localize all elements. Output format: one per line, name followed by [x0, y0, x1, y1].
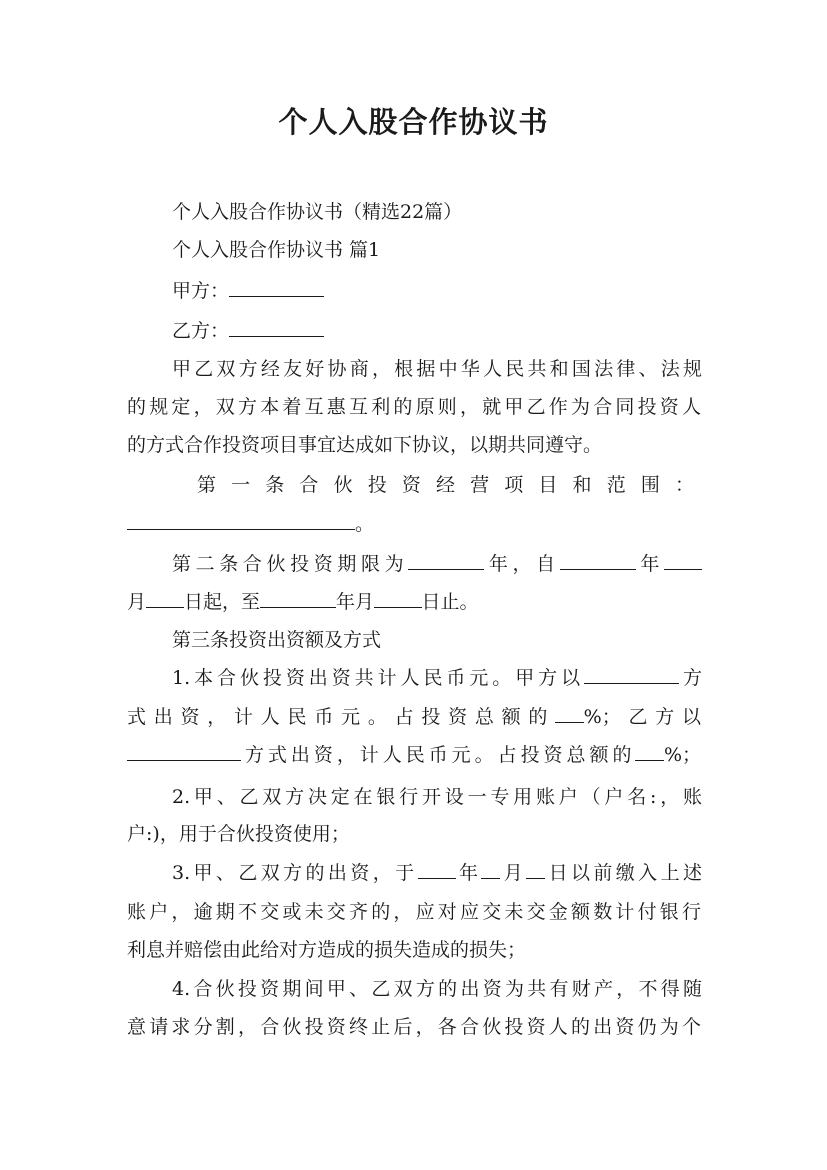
fill-in-blank — [374, 590, 422, 608]
body-line: 1.本合伙投资出资共计人民币元。甲方以 方 — [172, 667, 702, 689]
body-line: 的方式合作投资项目事宜达成如下协议，以期共同遵守。 — [127, 434, 603, 456]
body-line: 户:)，用于合伙投资使用； — [127, 823, 350, 845]
fill-in-blank — [481, 861, 500, 879]
fill-in-blank — [555, 705, 584, 723]
body-line: 账户，逾期不交或未交齐的，应对应交未交金额数计付银行 — [127, 901, 701, 923]
fill-in-blank — [229, 279, 324, 297]
fill-in-blank — [408, 552, 484, 570]
body-line: 月 日起，至 年月 日止。 — [127, 591, 479, 613]
body-line: 4.合伙投资期间甲、乙双方的出资为共有财产，不得随 — [172, 978, 702, 1000]
fill-in-blank — [526, 861, 545, 879]
body-line: 个人入股合作协议书 篇1 — [172, 239, 381, 261]
document-title: 个人入股合作协议书 — [278, 105, 549, 139]
fill-in-blank — [127, 743, 241, 761]
fill-in-blank — [127, 512, 355, 530]
fill-in-blank — [635, 743, 664, 761]
body-line: 第二条合伙投资期限为 年，自 年 — [172, 552, 702, 576]
body-line: 2.甲、乙双方决定在银行开设一专用账户（户名:，账 — [172, 786, 702, 808]
body-line: 式出资，计人民币元。占投资总额的 %；乙方以 — [127, 706, 701, 728]
fill-in-blank — [229, 319, 324, 337]
body-line: 方式出资，计人民币元。占投资总额的 %； — [127, 743, 701, 767]
body-line: 甲乙双方经友好协商，根据中华人民共和国法律、法规 — [172, 358, 702, 380]
fill-in-blank — [418, 861, 456, 879]
body-line: 利息并赔偿由此给对方造成的损失造成的损失； — [127, 939, 527, 961]
body-line: 3.甲、乙双方的出资，于 年 月 日以前缴入上述 — [172, 862, 702, 884]
fill-in-blank — [584, 666, 679, 684]
fill-in-blank — [560, 552, 636, 570]
body-line: 的规定，双方本着互惠互利的原则，就甲乙作为合同投资人 — [127, 396, 701, 418]
body-line: 第三条投资出资额及方式 — [172, 629, 382, 651]
body-line: 意请求分割，合伙投资终止后，各合伙投资人的出资仍为个 — [127, 1016, 701, 1038]
body-line: 乙方： — [172, 319, 702, 343]
body-line: 。 — [127, 512, 701, 536]
body-line: 甲方： — [172, 279, 702, 303]
fill-in-blank — [260, 590, 336, 608]
body-line: 第一条合伙投资经营项目和范围： — [197, 474, 694, 496]
fill-in-blank — [146, 590, 184, 608]
body-line: 个人入股合作协议书（精选22篇） — [172, 201, 463, 223]
fill-in-blank — [664, 552, 702, 570]
